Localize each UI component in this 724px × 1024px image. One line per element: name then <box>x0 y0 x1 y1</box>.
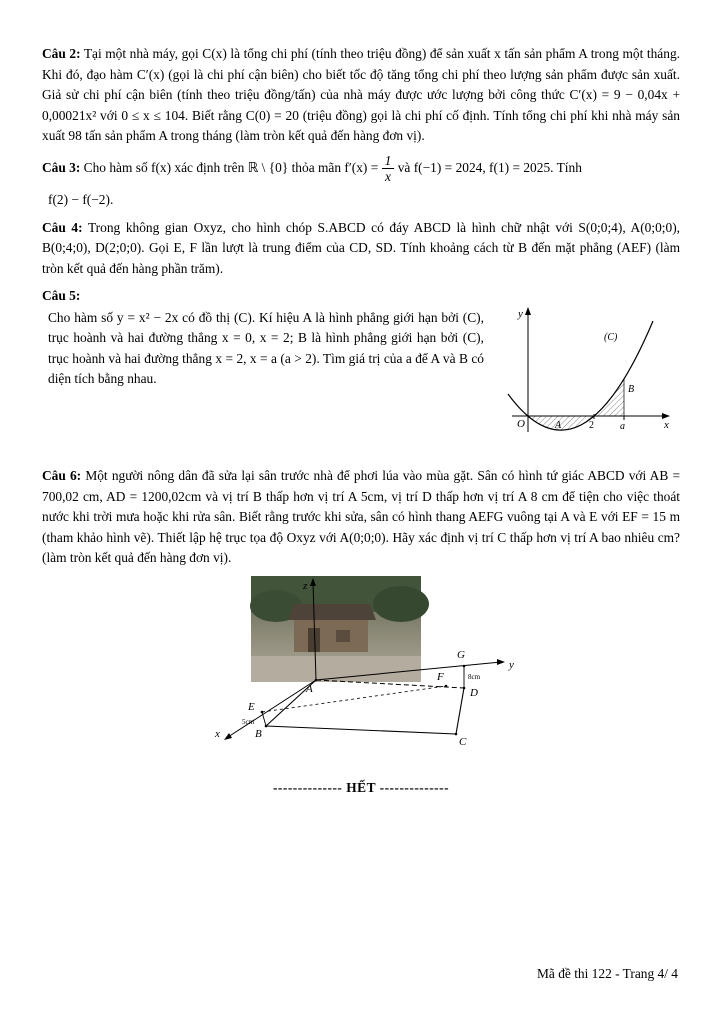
edge-EF-dashed <box>262 686 446 712</box>
label-E: E <box>248 700 255 713</box>
question-6-text: Một người nông dân đã sửa lại sân trước nhà để phơi lúa vào mùa gặt. Sân có hình tứ giác ABCD với AB = 700,02 cm, AD = 1200,02cm và vị trí B thấp hơn vị trí A 5cm, vị trí D thấp hơn vị trí A 8 cm để tiện cho việc thoát nước khi trời mưa hoặc khi rửa sân. Biết rằng trước khi sửa, sân có hình thang AEFG vuông tại A và E với EF = 15 m (tham khảo hình vẽ). Thiết lập hệ trục tọa độ Oxyz với A(0;0;0). Hãy xác định vị trí C thấp hơn vị trí A bao nhiêu cm? (làm tròn kết quả đến hàng đơn vị). <box>42 468 680 566</box>
question-3-text-2: và f(−1) = 2024, f(1) = 2025. Tính <box>394 159 582 175</box>
label-G: G <box>457 648 465 661</box>
point-A <box>315 679 318 682</box>
x-axis-label: x <box>215 727 220 740</box>
y-axis-label: y <box>509 658 514 671</box>
x-axis-label: x <box>664 418 669 431</box>
label-8cm: 8cm <box>468 672 481 681</box>
question-5 <box>42 308 680 451</box>
region-b-hatched <box>594 379 624 416</box>
question-4-label: Câu 4: <box>42 219 83 235</box>
x-axis-arrow-icon <box>224 733 232 740</box>
question-2-label: Câu 2: <box>42 46 81 61</box>
label-B: B <box>255 727 262 740</box>
curve-label: (C) <box>604 331 618 343</box>
question-6-label: Câu 6: <box>42 468 82 484</box>
z-axis-label: z <box>303 579 308 592</box>
region-b-label: B <box>628 383 635 395</box>
question-3 <box>42 154 680 184</box>
house-window <box>336 630 350 642</box>
parabola-curve <box>508 321 653 430</box>
house-roof <box>288 604 376 620</box>
question-3-label: Câu 3: <box>42 159 81 175</box>
end-marker: -------------- HẾT -------------- <box>272 780 450 796</box>
house-door <box>308 628 320 652</box>
tick-a-label: a <box>620 420 625 432</box>
question-3-text-3: f(2) − f(−2). <box>48 192 114 208</box>
question-5-text: Cho hàm số y = x² − 2x có đồ thị (C). Kí hiệu A là hình phẳng giới hạn bởi (C), trục hoành và hai đường thẳng x = 0, x = 2; B là hình phẳng giới hạn bởi (C), trục hoành và hai đường thẳng x = 2, x = a (a > 2). Tìm giá trị của a để A và B có diện tích bằng nhau. <box>48 309 484 387</box>
label-F: F <box>437 670 444 683</box>
house-wall <box>294 620 368 652</box>
point-D <box>463 687 466 690</box>
point-C <box>455 733 458 736</box>
question-4-text: Trong không gian Oxyz, cho hình chóp S.ABCD có đáy ABCD là hình chữ nhật với S(0;0;4), A(0;0;0), B(0;4;0), D(2;0;0). Gọi E, F lần lượt là trung điểm của CD, SD. Tính khoảng cách từ B đến mặt phẳng (AEF) (làm tròn kết quả đến hàng phần trăm). <box>42 219 680 276</box>
label-D: D <box>470 686 478 699</box>
label-A: A <box>306 682 313 695</box>
question-3-text-1: Cho hàm số f(x) xác định trên ℝ \ {0} thỏa mãn f′(x) = <box>80 159 382 175</box>
label-C: C <box>459 735 467 748</box>
x-axis <box>228 680 316 737</box>
y-axis-arrow-icon <box>525 307 531 315</box>
fraction-1-over-x <box>382 154 395 184</box>
tick-2-label: 2 <box>589 419 594 431</box>
question-2-text: Tại một nhà máy, gọi C(x) là tổng chi phí (tính theo triệu đồng) để sản xuất x tấn sản phẩm A trong một tháng. Khi đó, đạo hàm C′(x) (gọi là chi phí cận biên) cho biết tốc độ tăng tổng chi phí theo lượng sản phẩm được sản xuất. Giả sử chi phí cận biên (tính theo triệu đồng/tấn) của nhà máy được ước lượng bởi công thức C′(x) = 9 − 0,04x + 0,00021x² với 0 ≤ x ≤ 104. Biết rằng C(0) = 20 (triệu đồng) gọi là chi phí cố định. Tính tổng chi phí khi nhà máy sản xuất 98 tấn sản phẩm A trong tháng (làm tròn kết quả đến hàng đơn vị). <box>42 46 680 143</box>
fraction-denominator: x <box>382 168 395 183</box>
page-footer: Mã đề thi 122 - Trang 4/ 4 <box>537 965 678 981</box>
region-a-label: A <box>555 419 562 431</box>
origin-label: O <box>517 417 525 430</box>
label-5cm: 5cm <box>242 717 255 726</box>
point-G <box>463 665 466 668</box>
y-axis-label: y <box>518 307 523 320</box>
point-F <box>445 685 448 688</box>
question-2 <box>42 44 680 147</box>
tree <box>373 586 429 622</box>
edge-BC <box>266 726 456 734</box>
question-6-figure-wrap <box>42 576 680 763</box>
fraction-numerator: 1 <box>384 152 392 168</box>
point-B <box>265 725 268 728</box>
point-E <box>261 711 264 714</box>
farmyard-photo <box>250 576 429 682</box>
question-5-figure-wrap <box>500 304 680 451</box>
question-6 <box>42 466 680 569</box>
question-4 <box>42 218 680 280</box>
question-5-label: Câu 5: <box>42 288 81 304</box>
question-5-figure <box>500 304 680 444</box>
y-axis-arrow-icon <box>497 659 505 665</box>
edge-CD <box>456 688 464 734</box>
question-6-figure <box>196 576 526 756</box>
